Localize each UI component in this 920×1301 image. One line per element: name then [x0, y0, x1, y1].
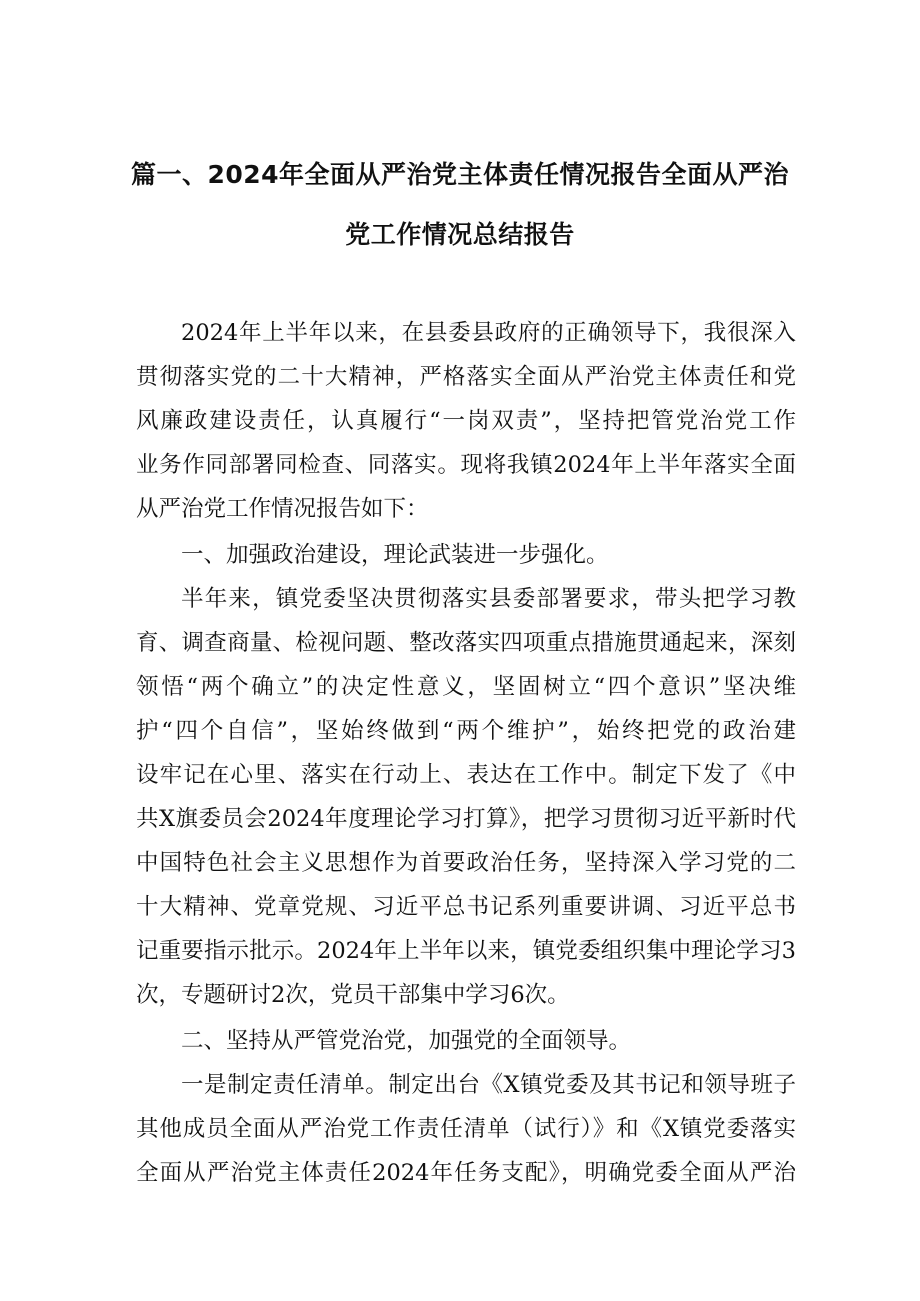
intro-line: 业务作同部署同检查、同落实。现将我镇2024年上半年落实全面 [136, 452, 796, 478]
section-1-line: 中国特色社会主义思想作为首要政治任务，坚持深入学习党的二 [136, 850, 796, 876]
section-1-line: 育、调查商量、检视问题、整改落实四项重点措施贯通起来，深刻 [136, 630, 796, 656]
section-1-heading: 一、加强政治建设，理论武装进一步强化。 [181, 542, 609, 568]
section-2-line: 全面从严治党主体责任2024年任务支配》，明确党委全面从严治 [136, 1160, 796, 1186]
section-1-line: 护“四个自信”，坚始终做到“两个维护”，始终把党的政治建 [136, 718, 796, 744]
intro-line: 风廉政建设责任，认真履行“一岗双责”，坚持把管党治党工作 [136, 408, 796, 434]
intro-line: 从严治党工作情况报告如下： [136, 496, 429, 522]
section-1-line: 十大精神、党章党规、习近平总书记系列重要讲调、习近平总书 [136, 894, 796, 920]
document-title-line-1: 篇一、2024年全面从严治党主体责任情况报告全面从严治 [130, 160, 790, 189]
section-1-line: 记重要指示批示。2024年上半年以来，镇党委组织集中理论学习3 [136, 938, 796, 964]
section-1-line: 设牢记在心里、落实在行动上、表达在工作中。制定下发了《中 [136, 762, 796, 788]
intro-line: 贯彻落实党的二十大精神，严格落实全面从严治党主体责任和党 [136, 364, 796, 390]
section-1-line: 领悟“两个确立”的决定性意义，坚固树立“四个意识”坚决维 [136, 674, 796, 700]
section-1-line: 次，专题研讨2次，党员干部集中学习6次。 [136, 982, 570, 1008]
section-1-line: 半年来，镇党委坚决贯彻落实县委部署要求，带头把学习教 [181, 586, 796, 612]
intro-line: 2024年上半年以来，在县委县政府的正确领导下，我很深入 [181, 320, 796, 346]
section-2-line: 一是制定责任清单。制定出台《X镇党委及其书记和领导班子 [181, 1072, 796, 1098]
section-1-line: 共X旗委员会2024年度理论学习打算》，把学习贯彻习近平新时代 [136, 806, 796, 832]
section-2-line: 其他成员全面从严治党工作责任清单（试行）》和《X镇党委落实 [136, 1116, 796, 1142]
section-2-heading: 二、坚持从严管党治党，加强党的全面领导。 [181, 1028, 632, 1054]
document-title-line-2: 党工作情况总结报告 [345, 220, 575, 249]
